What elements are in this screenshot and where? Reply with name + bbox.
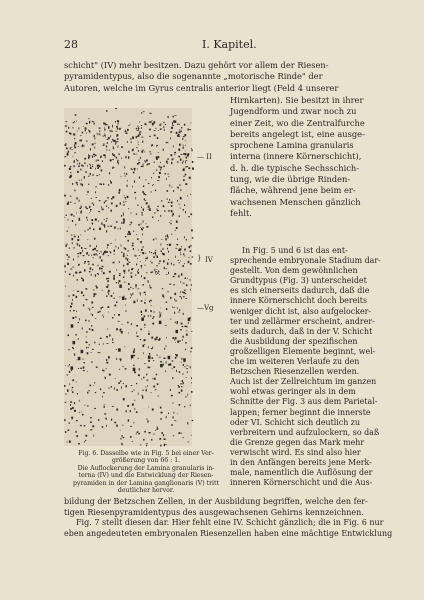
text-line: wachsenen Menschen gänzlich xyxy=(230,196,361,207)
text-line: tigen Riesenpyramidentypus des ausgewachsenen Gehirns kennzeichnen. xyxy=(64,507,364,517)
right-column-paragraph-2 xyxy=(230,246,381,488)
text-line: Autoren, welche im Gyrus centralis anterior liegt (Feld 4 unserer xyxy=(64,82,339,93)
text-line: in den Anfängen bereits jene Merk- xyxy=(230,457,372,467)
text-line: ter und zellärmer erscheint, andrer- xyxy=(230,316,375,326)
text-line: oder VI. Schicht sich deutlich zu xyxy=(230,417,361,427)
text-line: pyramidentypus, also die sogenannte „motorische Rinde" der xyxy=(64,71,323,82)
text-line: d. h. die typische Sechsschich- xyxy=(230,162,360,173)
text-line: tung, wie die übrige Rinden- xyxy=(230,174,351,185)
text-line: verwischt wird. Es sind also hier xyxy=(230,447,361,457)
page-number: 28 xyxy=(64,38,78,51)
top-paragraph xyxy=(64,60,364,94)
text-line: eben angedeuteten embryonalen Riesenzellen haben eine mächtige Entwicklung xyxy=(64,528,393,538)
text-line: lappen; ferner beginnt die innerste xyxy=(230,407,371,417)
page-header xyxy=(64,38,364,52)
bottom-paragraph xyxy=(64,497,393,539)
caption-line: terna (IV) und die Entwicklung der Riesen- xyxy=(78,472,214,480)
text-line: Hirnkarten). Sie besitzt in ihrer xyxy=(230,95,364,105)
histology-figure xyxy=(64,108,228,454)
caption-line: deutlicher hervor. xyxy=(117,487,175,495)
text-line: Auch ist der Zellreichtum im ganzen xyxy=(230,377,377,387)
text-line: bereits angelegt ist, eine ausge- xyxy=(230,128,365,139)
caption-line: Fig. 6. Dasselbe wie in Fig. 5 bei einer Ver- xyxy=(78,450,214,457)
text-line: interna (innere Körnerschicht), xyxy=(230,151,362,162)
text-line: gestellt. Von dem gewöhnlichen xyxy=(230,266,358,276)
text-line: verbreitern und aufzulockern, so daß xyxy=(230,427,380,437)
caption-line: pyramiden in der Lamina ganglionaris (V) tritt xyxy=(73,479,219,487)
text-line: In Fig. 5 und 6 ist das ent- xyxy=(242,246,348,255)
right-column-paragraph-1 xyxy=(230,95,364,219)
text-line: die Grenze gegen das Mark mehr xyxy=(230,437,365,447)
text-line: Fig. 7 stellt diesen dar. Hier fehlt eine IV. Schicht gänzlich; die in Fig. 6 nur xyxy=(76,518,384,528)
text-line: wohl etwas geringer als in dem xyxy=(230,387,356,397)
layer-label-ii: — II xyxy=(197,153,212,161)
text-line: fläche, während jene beim er- xyxy=(230,185,356,196)
text-line: einer Zeit, wo die Zentralfurche xyxy=(230,117,365,128)
text-line: male, namentlich die Auflösung der xyxy=(230,468,373,478)
caption-line: größerung von 66 : 1. xyxy=(111,457,181,465)
text-line: schicht" (IV) mehr besitzen. Dazu gehört vor allem der Riesen- xyxy=(64,60,329,70)
text-line: weniger dicht ist, also aufgelocker- xyxy=(230,306,372,316)
layer-brace-iv: } xyxy=(197,254,202,262)
chapter-title: I. Kapitel. xyxy=(202,38,257,51)
figure-caption xyxy=(64,450,228,494)
text-line: inneren Körnerschicht und die Aus- xyxy=(230,478,373,488)
text-line: che im weiteren Verlaufe zu den xyxy=(230,357,360,367)
caption-line: Die Auflockerung der Lamina granularis in- xyxy=(77,464,215,472)
text-line: sprochene Lamina granularis xyxy=(230,140,354,151)
text-line: Schnitte der Fig. 3 aus dem Parietal- xyxy=(230,397,378,407)
text-line: Betzschen Riesenzellen werden. xyxy=(230,367,360,377)
text-line: großzelligen Elemente beginnt, wel- xyxy=(230,346,376,356)
text-line: innere Körnerschicht doch bereits xyxy=(230,296,368,306)
text-line: bildung der Betzschen Zellen, in der Ausbildung begriffen, welche den fer- xyxy=(64,497,368,506)
text-line: seits dadurch, daß in der V. Schicht xyxy=(230,326,373,336)
layer-label-vg: —Vg xyxy=(197,304,214,312)
text-line: sprechende embryonale Stadium dar- xyxy=(230,256,381,266)
text-line: Grundtypus (Fig. 3) unterscheidet xyxy=(230,276,367,286)
text-line: Jugendform und zwar noch zu xyxy=(230,106,357,117)
text-line: die Ausbildung der spezifischen xyxy=(230,336,358,346)
text-line: es sich einerseits dadurch, daß die xyxy=(230,286,370,296)
layer-label-iv: IV xyxy=(205,256,213,264)
text-line: fehlt. xyxy=(230,207,252,218)
